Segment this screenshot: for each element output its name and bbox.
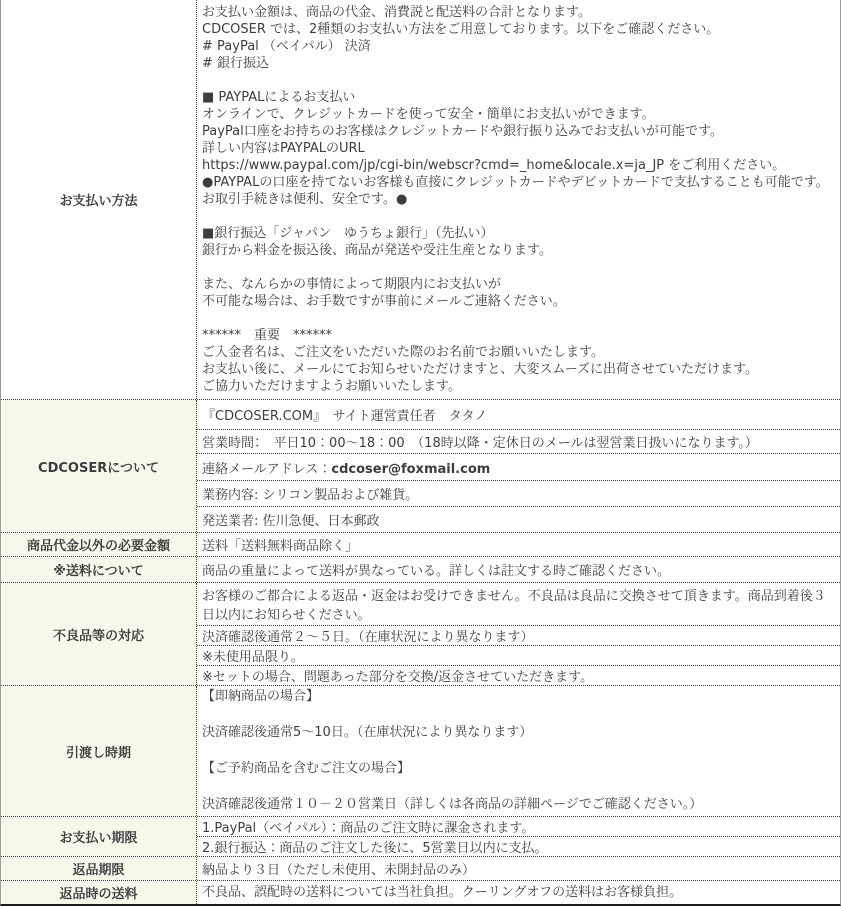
return-deadline-cell xyxy=(197,857,840,880)
contact-email-line xyxy=(202,458,835,477)
return-shipping-label: 返品時の送料 xyxy=(1,881,197,904)
delivery-time-label: 引渡し時期 xyxy=(1,686,197,816)
defective-items-cell xyxy=(197,645,840,665)
blank-line xyxy=(202,742,835,760)
row-about-shipping xyxy=(1,556,840,582)
defective-items-cell xyxy=(197,583,840,625)
business-hours-cell xyxy=(197,429,840,453)
extra-fees-content xyxy=(197,533,840,556)
text-line: オンラインで、クレジットカードを使って安全・簡単にお支払いができます。 xyxy=(202,107,655,122)
row-extra-fees xyxy=(1,532,840,556)
return-deadline-label: 返品期限 xyxy=(1,857,197,880)
important-notice-heading: ****** 重要 ****** xyxy=(202,328,333,343)
about-shipping-text: 商品の重量によって送料が異なっている。詳しくは註文する時ご確認ください。 xyxy=(202,564,671,579)
business-content-cell xyxy=(197,480,840,506)
text-line: 決済確認後通常5～10日。（在庫状況により異なります） xyxy=(202,725,533,740)
text-line: お支払い後に、メールにてお知らせいただけますと、大変スムーズに出荷させていただけます。 xyxy=(202,362,759,377)
defective-items-set-text: ※セットの場合、問題あった部分を交換/返金させていただきます。 xyxy=(202,670,594,685)
site-manager-cell xyxy=(197,400,840,429)
defective-items-label: 不良品等の対応 xyxy=(1,583,197,685)
defective-items-policy-text: お客様のご都合による返品・返金はお受けできません。不良品は良品に交換させて頂きます。商品到着後３日以内にお知らせください。 xyxy=(202,589,826,623)
return-shipping-content xyxy=(197,881,840,904)
payment-method-label: お支払い方法 xyxy=(1,0,197,399)
about-cdcoser-label: CDCOSERについて xyxy=(1,400,197,532)
row-return-shipping xyxy=(1,880,840,904)
about-shipping-cell xyxy=(197,557,840,582)
defective-items-content xyxy=(197,583,840,685)
row-delivery-time xyxy=(1,685,840,816)
text-line: お取引手続きは便利、安全です。● xyxy=(202,192,408,207)
row-payment-deadline xyxy=(1,816,840,856)
defective-items-unused-text: ※未使用品限り。 xyxy=(202,650,304,665)
text-line: お支払い金額は、商品の代金、消費説と配送料の合計となります。 xyxy=(202,5,591,20)
text-line: 決済確認後通常１０－２０営業日（詳しくは各商品の詳細ページでご確認ください。） xyxy=(202,797,703,812)
contact-email-cell xyxy=(197,453,840,480)
text-line: CDCOSER では、2種類のお支払い方法をご用意しております。以下をご確認ください。 xyxy=(202,22,720,37)
defective-items-cell xyxy=(197,625,840,645)
blank-line xyxy=(202,208,835,225)
text-line: 【ご予約商品を含むご注文の場合】 xyxy=(202,761,411,776)
extra-fees-text: 送料「送料無料商品除く」 xyxy=(202,539,359,554)
shipping-carriers-cell xyxy=(197,506,840,532)
blank-line xyxy=(202,310,835,327)
business-hours-text: 営業時間： 平日10：00～18：00 （18時以降・定休日のメールは翌営業日扱いになります。） xyxy=(202,436,758,451)
return-deadline-text: 納品より３日（ただし未使用、未開封品のみ） xyxy=(202,863,476,878)
text-line: # PayPal （ベイパル） 決済 xyxy=(202,39,371,54)
paypal-url-text: https://www.paypal.com/jp/cgi-bin/webscr?cmd=_home&locale.x=ja_JP をご利用ください。 xyxy=(202,158,786,173)
delivery-time-cell xyxy=(197,686,840,816)
text-line: ご協力いただけますようお願いいたします。 xyxy=(202,379,461,394)
paypal-deadline-text: 1.PayPal（ベイパル）：商品のご注文時に課金されます。 xyxy=(202,821,535,836)
contact-email-address: cdcoser@foxmail.com xyxy=(331,461,491,477)
bank-transfer-deadline-text: 2.銀行振込：商品のご注文した後に、5営業日以内に支払。 xyxy=(202,841,548,856)
blank-line xyxy=(202,706,835,724)
text-line: また、なんらかの事情によって期限内にお支払いが xyxy=(202,277,502,292)
defective-items-cell xyxy=(197,665,840,685)
contact-email-label: 連絡メールアドレス： xyxy=(202,461,332,477)
text-line: 【即納商品の場合】 xyxy=(202,689,320,704)
shipping-carriers-text: 発送業者: 佐川急便、日本郵政 xyxy=(202,514,380,529)
about-shipping-content xyxy=(197,557,840,582)
blank-line xyxy=(202,72,835,89)
return-shipping-cell xyxy=(197,881,840,900)
return-shipping-text: 不良品、誤配時の送料については当社負担。クーリングオフの送料はお客様負担。 xyxy=(202,885,683,900)
payment-method-content xyxy=(197,0,840,399)
text-line: ご入金者名は、ご注文をいただいた際のお名前でお願いいたします。 xyxy=(202,345,604,360)
text-line: 不可能な場合は、お手数ですが事前にメールご連絡ください。 xyxy=(202,294,566,309)
extra-fees-cell xyxy=(197,533,840,556)
extra-fees-label: 商品代金以外の必要金額 xyxy=(1,533,197,556)
about-shipping-label: ※送料について xyxy=(1,557,197,582)
text-line: ■ PAYPALによるお支払い xyxy=(202,90,356,105)
row-defective-items xyxy=(1,582,840,685)
payment-method-text xyxy=(197,0,840,399)
payment-deadline-content xyxy=(197,817,840,856)
blank-line xyxy=(202,778,835,796)
text-line: 詳しい内容はPAYPALのURL xyxy=(202,141,365,156)
payment-deadline-cell xyxy=(197,817,840,836)
business-content-text: 業務内容: シリコン製品および雑貨。 xyxy=(202,488,419,503)
text-line: ●PAYPALの口座を持てないお客様も直接にクレジットカードやデビットカードで支払することも可能です。 xyxy=(202,175,829,190)
text-line: PayPal口座をお持ちのお客様はクレジットカードや銀行振り込みでお支払いが可能です。 xyxy=(202,124,723,139)
defective-items-exchange-time-text: 決済確認後通常２～５日。（在庫状況により異なります） xyxy=(202,630,534,645)
row-payment-method xyxy=(1,0,840,399)
site-manager-text: 『CDCOSER.COM』 サイト運営責任者 タタノ xyxy=(202,409,488,424)
payment-deadline-cell xyxy=(197,836,840,856)
payment-deadline-label: お支払い期限 xyxy=(1,817,197,856)
text-line: ■銀行振込「ジャパン ゆうちょ銀行」（先払い） xyxy=(202,226,494,241)
return-deadline-content xyxy=(197,857,840,880)
row-return-deadline xyxy=(1,856,840,880)
row-about-cdcoser xyxy=(1,399,840,532)
blank-line xyxy=(202,259,835,276)
text-line: # 銀行振込 xyxy=(202,56,270,71)
about-cdcoser-content xyxy=(197,400,840,532)
text-line: 銀行から料金を振込後、商品が発送や受注生産となります。 xyxy=(202,243,552,258)
delivery-time-content xyxy=(197,686,840,816)
